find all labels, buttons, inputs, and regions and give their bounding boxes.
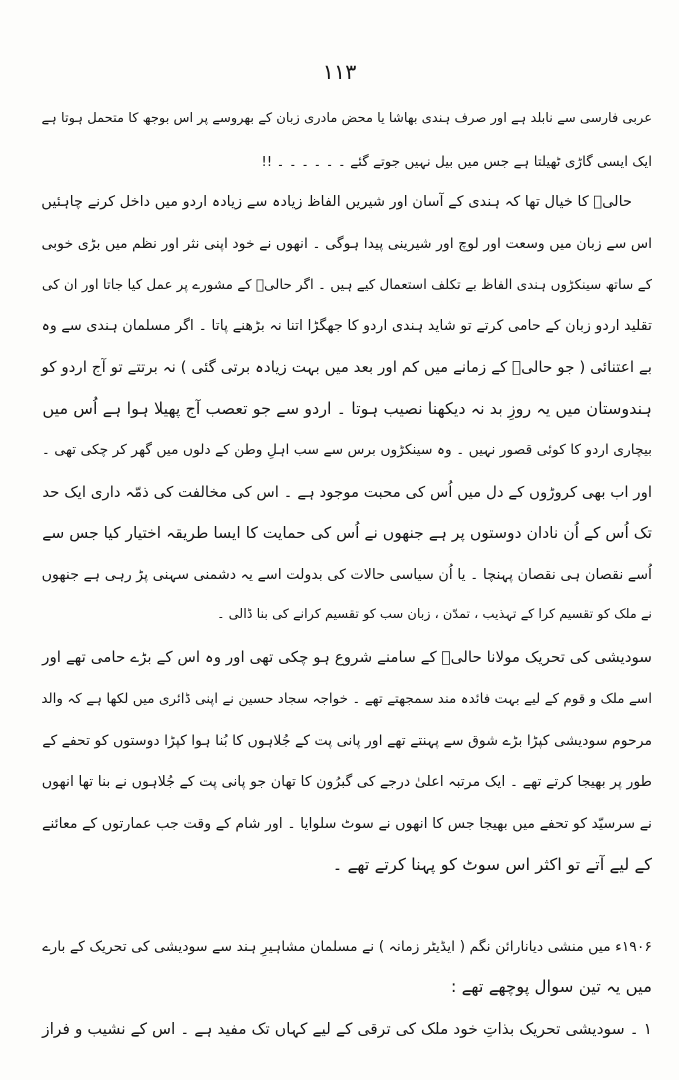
text-line: نے ملک کو تقسیم کرا کے تہذیب ، تمدّن ، زبان سب کو تقسیم کرانے کی بنا ڈالی ۔ [216,607,652,622]
text-line: تقلید اردو زبان کے حامی کرتے تو شاید ہندی اردو کا جھگڑا اتنا نہ بڑھنے پاتا ۔ اگر مسلمان ہندی سے وہ [41,318,652,334]
text-line: اور اب بھی کروڑوں کے دل میں اُس کی محبت موجود ہے ۔ اس کی مخالفت کی ذمّہ داری ایک حد [42,483,652,501]
text-line: ہندوستان میں یہ روزِ بد نہ دیکھنا نصیب ہوتا ۔ اردو سے جو تعصب آج پھیلا ہوا ہے اُس میں [42,399,652,418]
text-line: ایک ایسی گاڑی ٹھیلتا ہے جس میں بیل نہیں جوتے گئے ۔ ۔ ۔ ۔ ۔ ۔ !! [261,154,652,170]
text-line: نے سرسیّد کو تحفے میں بھیجا جس کا انھوں نے سوٹ سلوایا ۔ اور شام کے وقت جب عمارتوں کے معائنے [41,816,652,832]
text-line: میں یہ تین سوال پوچھے تھے : [450,977,652,996]
text-line: عربی فارسی سے نابلد ہے اور صرف ہندی بھاشا یا محض مادری زبان کے بھروسے پر اس بوجھ کا متحمل ہوتا ہے [41,111,652,126]
page-number: ۱۱۳ [322,60,357,84]
text-line: اُسے نقصان ہی نقصان پہنچا ۔ یا اُن سیاسی حالات کی بدولت اسے یہ دشمنی سہنی پڑ رہی ہے جنھوں [41,567,652,583]
text-line: ۱۹۰۶ء میں منشی دیانارائن نگم ( ایڈیٹر زمانہ ) نے مسلمان مشاہیرِ ہند سے سودیشی کی تحریک کے بارے [42,939,652,955]
text-line: تک اُس کے اُن نادان دوستوں پر ہے جنھوں نے اُس کی حمایت کا ایسا طریقہ اختیار کیا جس سے [42,524,652,542]
text-line: اسے ملک و قوم کے لیے بہت فائدہ مند سمجھتے تھے ۔ خواجہ سجاد حسین نے اپنی ڈائری میں لکھا ہے کہ والد [41,691,652,707]
text-line: اس سے زبان میں وسعت اور لوچ اور شیرینی پیدا ہوگی ۔ انھوں نے خود اپنی نثر اور نظم میں بڑی خوبی [41,236,652,252]
text-line: بیچاری اردو کا کوئی قصور نہیں ۔ وہ سینکڑوں برس سے سب اہلِ وطن کے دلوں میں گھر کر چکی تھی ۔ [41,442,652,458]
text-line: طور پر بھیجا کرتے تھے ۔ ایک مرتبہ اعلیٰ درجے کی گبرُون کا تھان جو پانی پت کے جُلاہوں نے بنا تھا انھوں [41,774,652,790]
text-line: بے اعتنائی ( جو حالیؔ کے زمانے میں کم اور بعد میں بہت زیادہ برتی گئی ) نہ برتتے تو آج اردو کو [41,358,652,376]
text-line: ۱ ۔ سودیشی تحریک بذاتِ خود ملک کی ترقی کے لیے کہاں تک مفید ہے ۔ اس کے نشیب و فراز [42,1020,652,1038]
text-line: سودیشی کی تحریک مولانا حالیؔ کے سامنے شروع ہو چکی تھی اور وہ اس کے بڑے حامی تھے اور [42,648,652,666]
text-line: کے ساتھ سینکڑوں ہندی الفاظ بے تکلف استعمال کیے ہیں ۔ اگر حالیؔ کے مشورے پر عمل کیا جاتا اور ان کی [41,277,652,293]
text-line: حالیؔ کا خیال تھا کہ ہندی کے آسان اور شیریں الفاظ زیادہ سے زیادہ اردو میں داخل کرنے چاہئیں [41,194,632,210]
text-line: کے لیے آتے تو اکثر اس سوٹ کو پہنا کرتے تھے ۔ [332,855,652,874]
text-line: مرحوم سودیشی کپڑا بڑے شوق سے پہنتے تھے اور پانی پت کے جُلاہوں کا بُنا ہوا کپڑا دوستوں کو تحفے کے [42,733,652,749]
